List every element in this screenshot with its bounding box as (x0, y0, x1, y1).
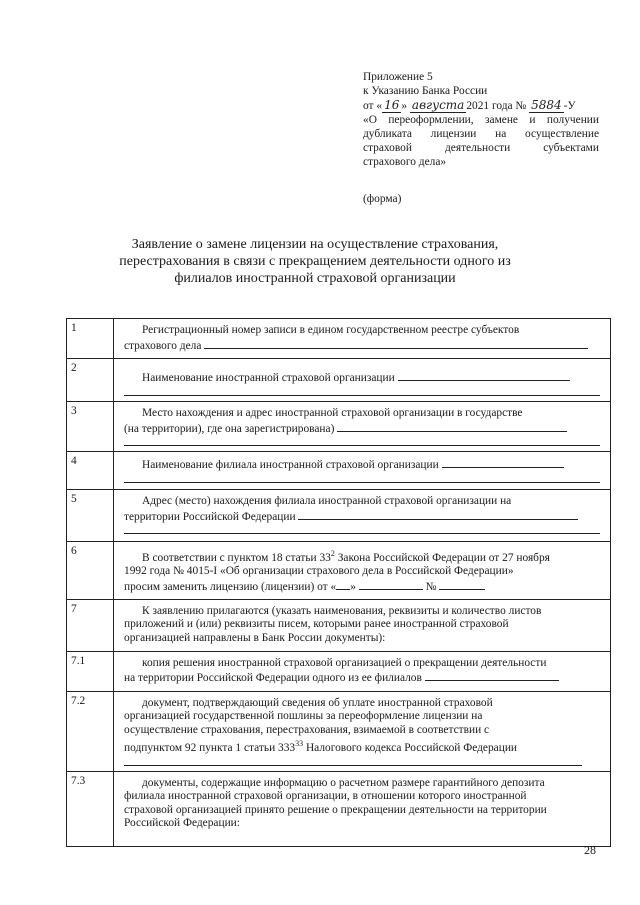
row-content (114, 359, 611, 402)
row-number: 6 (67, 542, 114, 600)
row-content (114, 452, 611, 490)
appendix-line2: к Указанию Банка России (363, 85, 488, 97)
number-suffix: -У (563, 100, 576, 112)
row-text-part: Наименование иностранной страховой организации (142, 372, 395, 384)
row-text-2: организацией государственной пошлины за переоформление лицензии на (124, 710, 483, 723)
row-text-part: Наименование филиала иностранной страховой организации (142, 459, 439, 471)
row-text-2: 1992 года № 4015-I «Об организации страхового дела в Российской Федерации» (124, 565, 514, 578)
date-field[interactable] (359, 579, 423, 590)
row-text-2 (124, 338, 600, 354)
row-number: 4 (67, 452, 114, 490)
row-text-part: В соответствии с пунктом 18 статьи 33 (142, 551, 331, 564)
fill-in-line[interactable] (425, 670, 559, 681)
document-title (60, 236, 570, 287)
row-text: документы, содержащие информацию о расчетном размере гарантийного депозита (142, 776, 545, 789)
row-text-3: страховой организацией принято решение о прекращении деятельности на территории (124, 803, 547, 816)
appendix-header (363, 70, 599, 169)
title-line1: Заявление о замене лицензии на осуществление страхования, (131, 237, 499, 252)
row-text-2: филиала иностранной страховой организации, в отношении которого иностранной (124, 790, 527, 803)
superscript: 33 (295, 739, 304, 749)
table-row (67, 691, 611, 771)
row-text-part: № (425, 580, 437, 593)
fill-in-line[interactable] (442, 457, 564, 468)
row-text-3 (124, 579, 600, 595)
appendix-line4: «О переоформлении, замене и получении (363, 114, 599, 126)
row-text: Адрес (место) нахождения филиала иностранной страховой организации на (142, 495, 512, 507)
number-field[interactable] (439, 579, 485, 590)
row-text: документ, подтверждающий сведения об уплате иностранной страховой (142, 696, 493, 709)
table-row (67, 402, 611, 452)
superscript: 2 (330, 549, 335, 558)
row-number: 7.2 (67, 691, 114, 771)
day-field[interactable] (336, 579, 350, 590)
form-label: (форма) (363, 193, 402, 205)
row-text: Регистрационный номер записи в едином государственном реестре субъектов (142, 324, 520, 336)
row-content (114, 771, 611, 846)
row-number: 3 (67, 402, 114, 452)
table-row (67, 651, 611, 691)
row-text-2 (124, 670, 600, 686)
table-row (67, 542, 611, 600)
page-number: 28 (584, 843, 596, 857)
row-content (114, 691, 611, 771)
row-text-part: страхового дела (124, 339, 202, 352)
fill-in-line-full[interactable] (124, 758, 582, 766)
appendix-line5: дубликата лицензии на осуществление (363, 128, 599, 140)
row-text-part: подпунктом 92 пункта 1 статьи 333 (124, 742, 296, 755)
row-content (114, 402, 611, 452)
appendix-line7: страхового дела» (363, 156, 447, 168)
row-content (114, 651, 611, 691)
row-content (114, 542, 611, 600)
handwritten-number: 5884 (531, 98, 562, 112)
row-text-3: осуществление страхования, перестрахования, взимаемой в соответствии с (124, 723, 490, 736)
row-text-4: Российской Федерации: (124, 817, 240, 830)
row-text-2: приложений и (или) реквизиты писем, которыми ранее иностранной страховой (124, 618, 509, 631)
row-text-part: на территории Российской Федерации одного из ее филиалов (124, 672, 422, 685)
fill-in-line-full[interactable] (124, 475, 600, 483)
row-number: 1 (67, 319, 114, 359)
row-content (114, 319, 611, 359)
table-row (67, 452, 611, 490)
appendix-line1: Приложение 5 (363, 71, 433, 83)
title-line2: перестрахования в связи с прекращением деятельности одного из (119, 254, 511, 269)
row-text: К заявлению прилагаются (указать наименования, реквизиты и количество листов (142, 604, 542, 617)
row-text (124, 457, 600, 473)
appendix-line6: страховой деятельности субъектами (363, 142, 599, 154)
row-content (114, 490, 611, 542)
handwritten-month: августа (411, 98, 465, 112)
title-line3: филиалов иностранной страховой организации (174, 271, 456, 286)
date-close-quote: » (401, 100, 408, 112)
row-text (124, 547, 600, 565)
date-prefix: от « (363, 100, 383, 112)
row-text-4 (124, 737, 600, 755)
table-row (67, 599, 611, 651)
row-number: 7.3 (67, 771, 114, 846)
row-text-part: территории Российской Федерации (124, 510, 296, 523)
row-number: 5 (67, 490, 114, 542)
year-text: 2021 года № (466, 100, 527, 112)
fill-in-line[interactable] (337, 421, 567, 432)
row-text-part: Закона Российской Федерации от 27 ноября (334, 551, 550, 564)
table-row (67, 319, 611, 359)
row-text-part: » (350, 580, 356, 593)
row-number: 7 (67, 599, 114, 651)
fill-in-line[interactable] (204, 338, 588, 349)
row-text: Место нахождения и адрес иностранной страховой организации в государстве (142, 407, 523, 419)
row-text-part: просим заменить лицензию (лицензии) от « (124, 580, 337, 593)
row-number: 2 (67, 359, 114, 402)
fill-in-line-full[interactable] (124, 438, 600, 446)
row-text-part: (на территории), где она зарегистрирована) (124, 422, 335, 435)
handwritten-day: 16 (384, 98, 400, 112)
row-content (114, 599, 611, 651)
row-text-part: Налогового кодекса Российской Федерации (303, 742, 518, 755)
table-row (67, 771, 611, 846)
row-number: 7.1 (67, 651, 114, 691)
row-text: копия решения иностранной страховой организацией о прекращении деятельности (142, 656, 547, 669)
application-table (66, 318, 611, 847)
table-row (67, 359, 611, 402)
row-text-3: организацией направлены в Банк России документы): (124, 631, 386, 644)
row-text (124, 370, 600, 386)
fill-in-line-full[interactable] (124, 388, 600, 396)
appendix-date-line (363, 98, 599, 113)
fill-in-line[interactable] (398, 370, 570, 381)
row-text-2 (124, 509, 600, 525)
fill-in-line-full[interactable] (124, 526, 600, 534)
fill-in-line[interactable] (298, 509, 578, 520)
row-text-2 (124, 421, 600, 437)
table-row (67, 490, 611, 542)
